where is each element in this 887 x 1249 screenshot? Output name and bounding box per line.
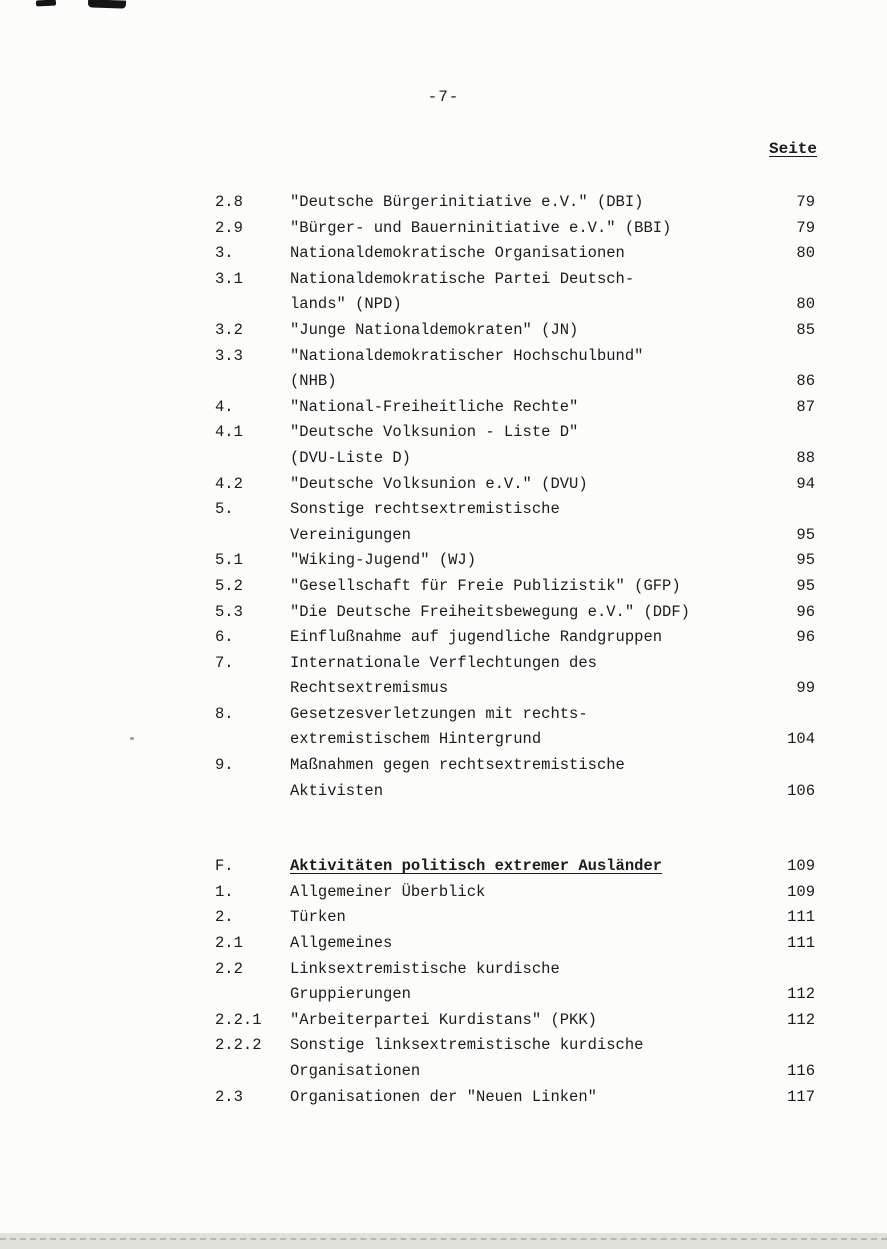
toc-entry-number: 8. (215, 704, 234, 723)
toc-entry-title-line: Türken (290, 908, 346, 927)
toc-entry (215, 854, 815, 880)
toc-entry (215, 318, 815, 344)
toc-entry (215, 957, 815, 1008)
toc-entry-title (290, 267, 767, 318)
toc-entry-number: F. (215, 857, 234, 876)
toc-entry-page: 95 (796, 525, 815, 544)
toc-entry-title-line: "Arbeiterpartei Kurdistans" (PKK) (290, 1010, 597, 1029)
toc-entry-title-line: "Deutsche Volksunion - Liste D" (290, 423, 579, 442)
toc-entry-title-line: Maßnahmen gegen rechtsextremistische (290, 756, 625, 775)
toc-entry-number: 1. (215, 882, 234, 901)
toc-entry-number: 4.2 (215, 474, 243, 493)
toc-entry-title (290, 344, 767, 395)
toc-entry-page: 117 (787, 1087, 815, 1106)
toc-entry-title-line: Aktivitäten politisch extremer Ausländer (290, 857, 663, 876)
toc-entry-number: 2.9 (215, 218, 243, 237)
toc-entry-title (290, 190, 767, 216)
toc-entry (215, 395, 815, 421)
toc-entry-title (290, 241, 767, 267)
toc-entry-title-line: extremistischem Hintergrund (290, 730, 542, 749)
toc-entry-title (290, 905, 767, 931)
toc-entry-page: 112 (787, 1010, 815, 1029)
page-column-header: Seite (768, 140, 817, 158)
toc-entry (215, 216, 815, 242)
toc-entry-number: 5. (215, 500, 234, 519)
toc-entry-number: 2.3 (215, 1087, 243, 1106)
toc-entry-number: 2.2.2 (215, 1036, 262, 1055)
toc-entry-title-line: Aktivisten (290, 781, 384, 800)
toc-entry (215, 625, 815, 651)
toc-entry-page: 116 (787, 1062, 815, 1080)
toc-entry-page: 106 (787, 781, 815, 800)
toc-entry-title (290, 753, 767, 804)
toc-entry-title-line: Sonstige linksextremistische kurdische (290, 1036, 644, 1055)
toc-entry-page: 99 (796, 679, 815, 698)
toc-entry-title (290, 702, 767, 753)
toc-entry (215, 267, 815, 318)
toc-entry (215, 344, 815, 395)
toc-section-rechtsextremismus-continued (215, 190, 815, 804)
toc-entry (215, 420, 815, 471)
toc-entry-title (290, 472, 767, 498)
toc-entry-page: 79 (796, 193, 815, 211)
toc-entry-page: 112 (787, 985, 815, 1004)
toc-entry-page: 109 (787, 882, 815, 901)
toc-entry-title (290, 420, 767, 471)
toc-entry-title-line: "Junge Nationaldemokraten" (JN) (290, 320, 579, 339)
toc-entry-title (290, 497, 767, 548)
toc-entry-title-line: "Wiking-Jugend" (WJ) (290, 551, 477, 570)
toc-entry (215, 497, 815, 548)
toc-entry-number: 5.2 (215, 576, 243, 595)
table-of-contents (215, 190, 815, 1110)
toc-entry-page: 111 (787, 908, 815, 927)
scan-artifact (36, 0, 56, 7)
toc-entry-title-line: "Nationaldemokratischer Hochschulbund" (290, 346, 644, 365)
toc-entry (215, 548, 815, 574)
toc-entry-title-line: "Bürger- und Bauerninitiative e.V." (BBI) (290, 218, 672, 237)
toc-entry-title-line: Nationaldemokratische Organisationen (290, 244, 625, 263)
toc-entry-number: 2.1 (215, 934, 243, 953)
toc-entry-title-line: (NHB) (290, 372, 337, 391)
toc-entry-title-line: Organisationen (290, 1062, 421, 1080)
toc-entry-page: 104 (787, 730, 815, 749)
toc-entry-title-line: Organisationen der "Neuen Linken" (290, 1087, 597, 1106)
toc-entry-title-line: "Gesellschaft für Freie Publizistik" (GFP) (290, 576, 681, 595)
toc-entry-page: 86 (796, 372, 815, 391)
toc-entry-page: 96 (796, 628, 815, 647)
toc-entry-title (290, 600, 767, 626)
toc-entry-title-line: "National-Freiheitliche Rechte" (290, 397, 579, 416)
scan-edge-line (0, 1238, 887, 1240)
toc-entry-title-line: Allgemeiner Überblick (290, 882, 486, 901)
toc-entry-title (290, 854, 767, 880)
toc-entry (215, 574, 815, 600)
toc-entry-page: 109 (787, 857, 815, 876)
toc-entry-page: 88 (796, 448, 815, 467)
toc-entry-title (290, 574, 767, 600)
toc-entry-number: 3.2 (215, 320, 243, 339)
toc-entry (215, 1033, 815, 1084)
toc-entry-number: 3.1 (215, 269, 243, 288)
toc-entry-title-line: Linksextremistische kurdische (290, 959, 560, 978)
toc-entry-page: 85 (796, 320, 815, 339)
toc-entry-page: 95 (796, 551, 815, 570)
toc-entry-number: 2.2.1 (215, 1010, 262, 1029)
toc-entry-page: 80 (796, 244, 815, 263)
toc-entry-number: 4. (215, 397, 234, 416)
toc-entry-title (290, 395, 767, 421)
toc-entry (215, 241, 815, 267)
toc-entry-number: 2. (215, 908, 234, 927)
toc-entry-title (290, 216, 767, 242)
toc-entry-title-line: Rechtsextremismus (290, 679, 449, 698)
toc-entry-title-line: Internationale Verflechtungen des (290, 653, 597, 672)
toc-entry-title-line: "Deutsche Bürgerinitiative e.V." (DBI) (290, 193, 644, 211)
toc-entry-title-line: lands" (NPD) (290, 295, 402, 314)
toc-entry-title (290, 880, 767, 906)
toc-entry-title (290, 931, 767, 957)
toc-entry (215, 1085, 815, 1111)
toc-entry-title (290, 625, 767, 651)
toc-entry-page: 94 (796, 474, 815, 493)
toc-entry-title (290, 957, 767, 1008)
toc-entry-page: 87 (796, 397, 815, 416)
toc-entry-page: 96 (796, 602, 815, 621)
toc-entry (215, 190, 815, 216)
toc-section-auslaender-section (215, 854, 815, 1110)
page-number: -7- (427, 88, 460, 106)
toc-entry-title-line: Gesetzesverletzungen mit rechts- (290, 704, 588, 723)
toc-entry-title-line: "Die Deutsche Freiheitsbewegung e.V." (DDF) (290, 602, 690, 621)
toc-entry-title-line: Gruppierungen (290, 985, 411, 1004)
toc-entry-title-line: Vereinigungen (290, 525, 411, 544)
toc-entry-number: 9. (215, 756, 234, 775)
toc-entry-number: 3.3 (215, 346, 243, 365)
toc-entry (215, 931, 815, 957)
toc-entry-page: 95 (796, 576, 815, 595)
toc-entry-number: 5.1 (215, 551, 243, 570)
toc-entry-title-line: "Deutsche Volksunion e.V." (DVU) (290, 474, 588, 493)
toc-entry-title-line: Nationaldemokratische Partei Deutsch- (290, 269, 635, 288)
toc-entry (215, 651, 815, 702)
toc-entry-title (290, 651, 767, 702)
toc-entry-number: 4.1 (215, 423, 243, 442)
toc-entry-title-line: Sonstige rechtsextremistische (290, 500, 560, 519)
toc-entry-number: 5.3 (215, 602, 243, 621)
toc-entry-title (290, 1085, 767, 1111)
toc-entry-page: 79 (796, 218, 815, 237)
toc-entry-title (290, 1008, 767, 1034)
toc-entry (215, 1008, 815, 1034)
toc-entry-title-line: Einflußnahme auf jugendliche Randgruppen (290, 628, 663, 647)
toc-entry-number: 3. (215, 244, 234, 263)
toc-entry-title (290, 318, 767, 344)
toc-entry-title-line: (DVU-Liste D) (290, 448, 411, 467)
toc-entry-title (290, 1033, 767, 1084)
toc-entry-page: 111 (787, 934, 815, 953)
toc-entry-number: 2.2 (215, 959, 243, 978)
scan-artifact (88, 0, 126, 9)
toc-entry-page: 80 (796, 295, 815, 314)
toc-entry (215, 702, 815, 753)
toc-entry-number: 7. (215, 653, 234, 672)
toc-entry (215, 600, 815, 626)
toc-entry (215, 472, 815, 498)
scan-edge-bar (0, 1233, 887, 1249)
toc-entry (215, 880, 815, 906)
toc-entry-title (290, 548, 767, 574)
scan-speck (130, 737, 134, 740)
toc-entry (215, 753, 815, 804)
toc-entry-number: 2.8 (215, 193, 243, 211)
toc-entry (215, 905, 815, 931)
toc-entry-number: 6. (215, 628, 234, 647)
toc-entry-title-line: Allgemeines (290, 934, 393, 953)
